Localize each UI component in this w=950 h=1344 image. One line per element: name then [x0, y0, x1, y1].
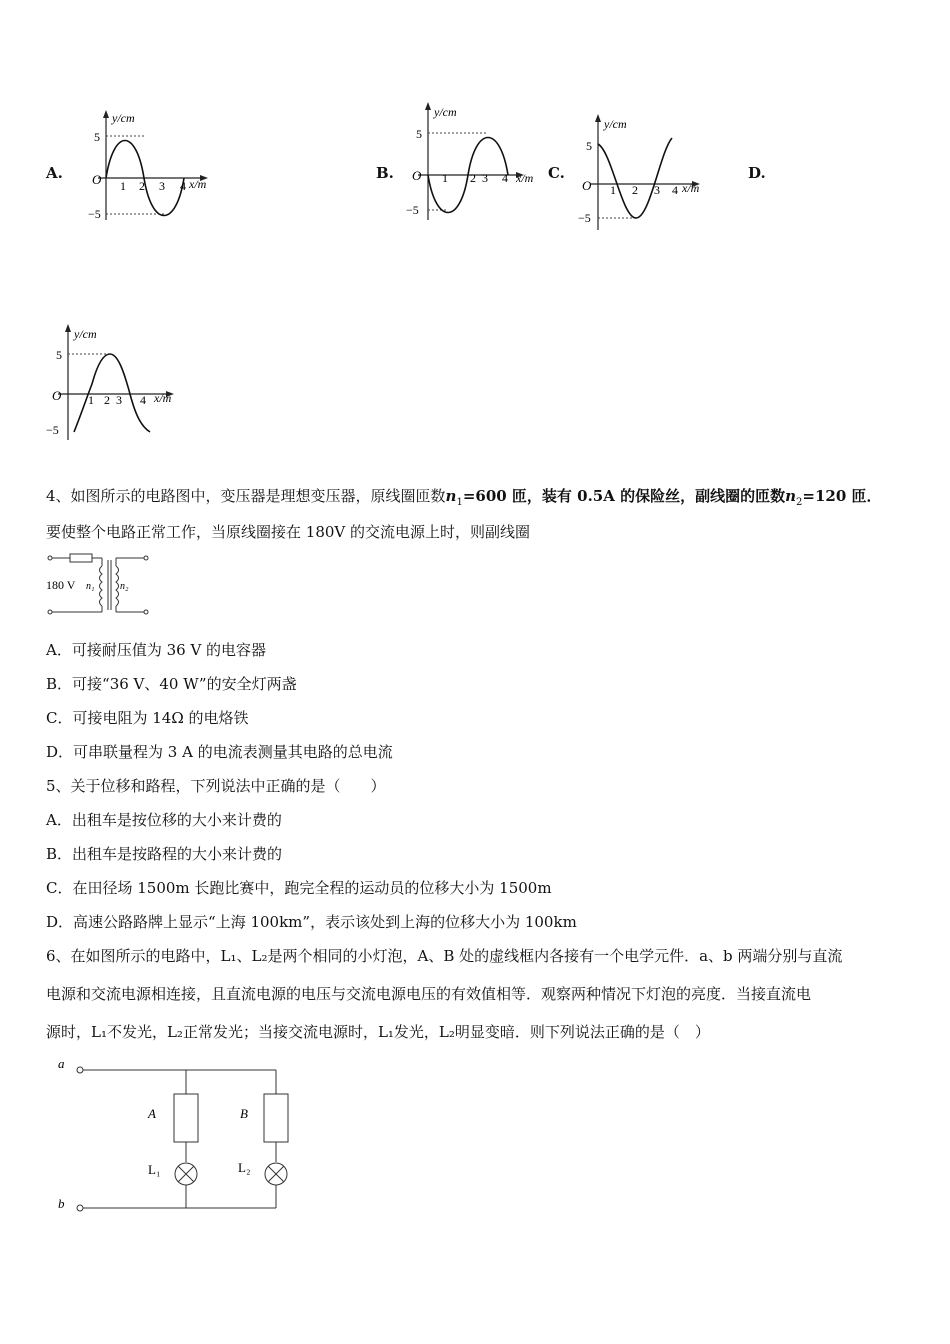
- transformer-figure: [44, 552, 154, 616]
- y-bottom-label: −5: [406, 203, 419, 217]
- n2-label: n₂: [120, 581, 129, 592]
- element-a-label: A: [148, 1106, 156, 1121]
- option-a-letter: A.: [46, 164, 63, 182]
- x-axis-label: x/m: [189, 177, 207, 191]
- tick-2: 2: [470, 171, 476, 185]
- q5-stem: 5、关于位移和路程，下列说法中正确的是（ ）: [46, 777, 386, 795]
- q5-option-c: C．在田径场 1500m 长跑比赛中，跑完全程的运动员的位移大小为 1500m: [46, 879, 552, 897]
- y-axis-label: y/cm: [604, 117, 627, 131]
- x-axis-label: x/m: [682, 181, 700, 195]
- x-axis-label: x/m: [154, 391, 172, 405]
- y-top-label: 5: [94, 130, 100, 144]
- source-voltage-label: 180 V: [46, 578, 76, 592]
- lamp-l1-label: L₁: [148, 1162, 161, 1177]
- q4-stem-line-1: 4、如图所示的电路图中，变压器是理想变压器，原线圈匝数$n_1=600$ 匝，装有 0.5A 的保险丝，副线圈的匝数$n_2=120$ 匝．: [46, 487, 882, 508]
- y-top-label: 5: [416, 127, 422, 141]
- q4-option-a: A．可接耐压值为 36 V 的电容器: [46, 641, 267, 659]
- tick-3: 3: [159, 179, 165, 193]
- option-b-letter: B.: [376, 164, 394, 182]
- origin-label: O: [582, 178, 592, 193]
- q6-stem-line-1: 6、在如图所示的电路中，L₁、L₂是两个相同的小灯泡，A、B 处的虚线框内各接有一个电学元件．a、b 两端分别与直流: [46, 947, 843, 965]
- q6-stem-line-2: 电源和交流电源相连接，且直流电源的电压与交流电源电压的有效值相等．观察两种情况下灯泡的亮度．当接直流电: [46, 985, 812, 1003]
- tick-4: 4: [672, 183, 678, 197]
- option-a-graph: [84, 108, 224, 228]
- parallel-circuit-figure: [50, 1052, 310, 1222]
- tick-3: 3: [116, 393, 122, 407]
- tick-4: 4: [502, 171, 508, 185]
- q5-option-a: A．出租车是按位移的大小来计费的: [46, 811, 282, 829]
- tick-2: 2: [632, 183, 638, 197]
- option-d-graph: [44, 322, 194, 444]
- q4-option-d: D．可串联量程为 3 A 的电流表测量其电路的总电流: [46, 743, 393, 761]
- terminal-b-label: b: [58, 1196, 65, 1211]
- origin-label: O: [52, 388, 62, 403]
- q4-stem-line-2: 要使整个电路正常工作，当原线圈接在 180V 的交流电源上时，则副线圈: [46, 523, 531, 541]
- q5-option-d: D．高速公路路牌上显示“上海 100km”，表示该处到上海的位移大小为 100km: [46, 913, 577, 931]
- option-c-letter: C.: [548, 164, 565, 182]
- option-d-letter: D.: [748, 164, 766, 182]
- tick-4: 4: [140, 393, 146, 407]
- tick-1: 1: [120, 179, 126, 193]
- y-axis-label: y/cm: [112, 111, 135, 125]
- tick-1: 1: [88, 393, 94, 407]
- terminal-a-label: a: [58, 1056, 65, 1071]
- q6-stem-line-3: 源时，L₁不发光，L₂正常发光；当接交流电源时，L₁发光，L₂明显变暗．则下列说法正确的是（ ）: [46, 1023, 710, 1041]
- y-top-label: 5: [586, 139, 592, 153]
- tick-1: 1: [442, 171, 448, 185]
- tick-3: 3: [654, 183, 660, 197]
- tick-4: 4: [180, 179, 186, 193]
- origin-label: O: [92, 172, 102, 187]
- origin-label: O: [412, 168, 422, 183]
- q4-option-b: B．可接“36 V、40 W”的安全灯两盏: [46, 675, 297, 693]
- tick-3: 3: [482, 171, 488, 185]
- y-axis-label: y/cm: [74, 327, 97, 341]
- tick-2: 2: [104, 393, 110, 407]
- option-b-graph: [400, 100, 545, 225]
- lamp-l2-label: L₂: [238, 1160, 251, 1175]
- option-c-graph: [576, 112, 716, 234]
- y-bottom-label: −5: [46, 423, 59, 437]
- tick-2: 2: [139, 179, 145, 193]
- y-bottom-label: −5: [578, 211, 591, 225]
- y-axis-label: y/cm: [434, 105, 457, 119]
- q5-option-b: B．出租车是按路程的大小来计费的: [46, 845, 283, 863]
- x-axis-label: x/m: [516, 171, 534, 185]
- y-top-label: 5: [56, 348, 62, 362]
- y-bottom-label: −5: [88, 207, 101, 221]
- element-b-label: B: [240, 1106, 248, 1121]
- n1-label: n₁: [86, 581, 95, 592]
- tick-1: 1: [610, 183, 616, 197]
- q4-option-c: C．可接电阻为 14Ω 的电烙铁: [46, 709, 249, 727]
